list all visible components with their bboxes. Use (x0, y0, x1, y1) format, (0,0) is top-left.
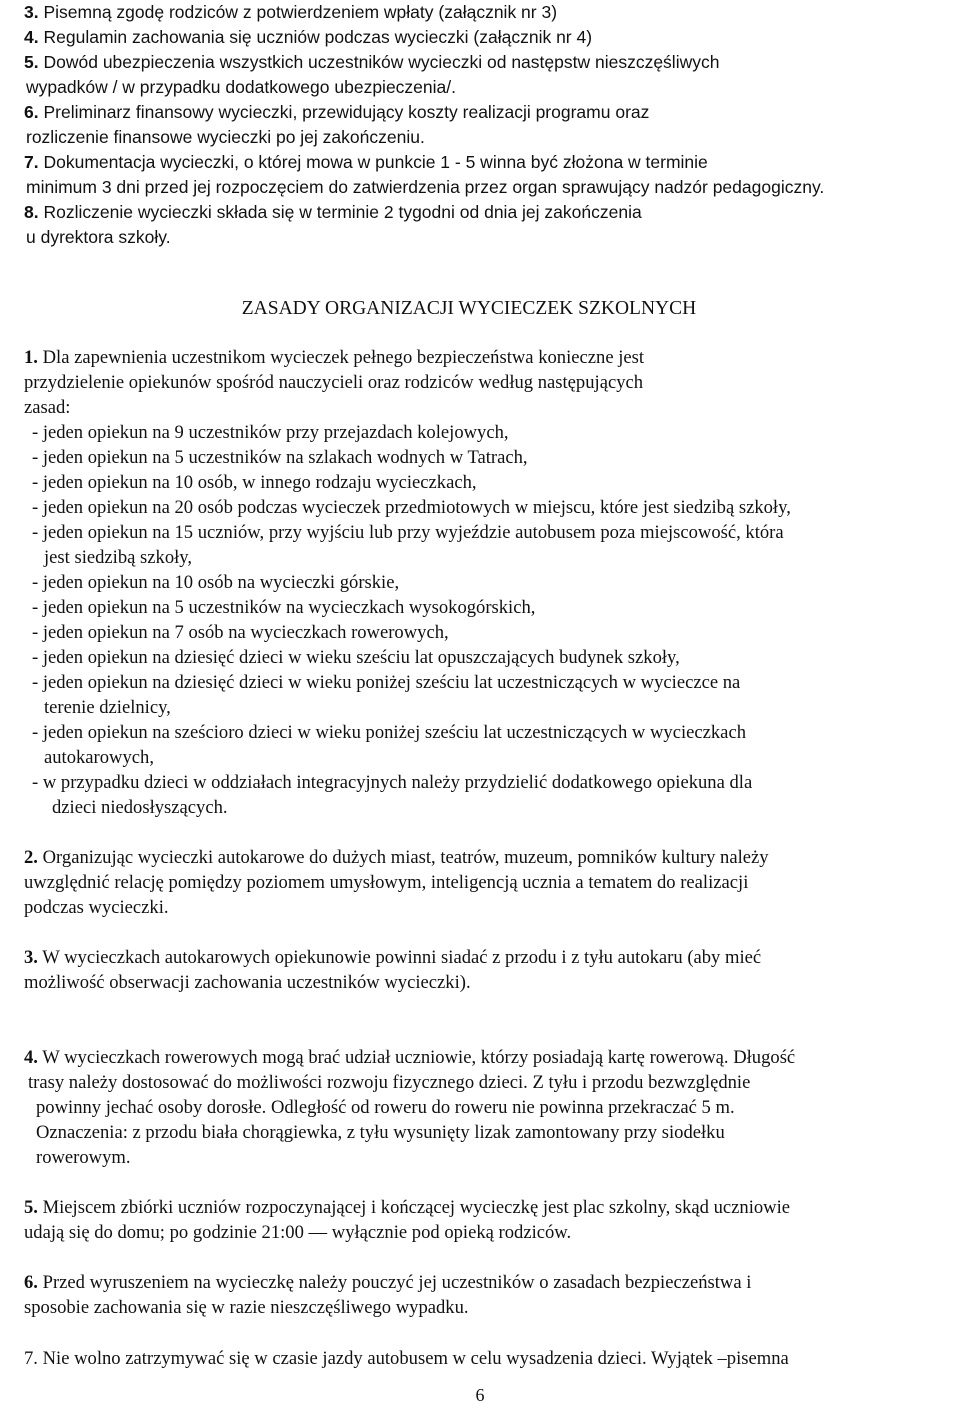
rule-6: 6. Przed wyruszeniem na wycieczkę należy pouczyć jej uczestników o zasadach bezpieczeństwa i sposobie zachowania się w razie nieszczęśliwego wypadku. (24, 1272, 752, 1318)
list-item-continuation: minimum 3 dni przed jej rozpoczęciem do zatwierdzenia przez organ sprawujący nadzór pedagogiczny. (26, 177, 825, 197)
list-item-continuation: wypadków / w przypadku dodatkowego ubezpieczenia/. (26, 77, 456, 97)
list-item-continuation: jest siedzibą szkoły, (44, 547, 193, 568)
rule-4: 4. W wycieczkach rowerowych mogą brać udział uczniowie, którzy posiadają kartę rowerową. Długość trasy należy dostosować do możliwości rozwoju fizycznego dzieci. Z tyłu i przodu bezwzględnie powinny jechać osoby dorosłe. Odległość od roweru do roweru nie powinna przekraczać 5 m. Oznaczenia: z przodu biała chorągiewka, z tyłu wysunięty lizak zamontowany przy siodełku rowerowym. (24, 1047, 796, 1168)
list-item: 4. Regulamin zachowania się uczniów podczas wycieczki (załącznik nr 4) (24, 27, 593, 47)
list-item: - jeden opiekun na 10 osób, w innego rodzaju wycieczkach, (32, 472, 477, 493)
list-item-continuation: dzieci niedosłyszących. (52, 797, 228, 818)
list-item: 5. Dowód ubezpieczenia wszystkich uczestników wycieczki od następstw nieszczęśliwych (24, 52, 720, 72)
rule-7: 7. Nie wolno zatrzymywać się w czasie jazdy autobusem w celu wysadzenia dzieci. Wyjątek –pisemna (24, 1348, 789, 1369)
rule-3: 3. W wycieczkach autokarowych opiekunowie powinni siadać z przodu i z tyłu autokaru (aby mieć możliwość obserwacji zachowania uczestników wycieczki). (24, 947, 762, 993)
list-item: 8. Rozliczenie wycieczki składa się w terminie 2 tygodni od dnia jej zakończenia (24, 202, 642, 222)
list-item: - jeden opiekun na 5 uczestników na wycieczkach wysokogórskich, (32, 597, 536, 618)
list-item-continuation: terenie dzielnicy, (44, 697, 171, 718)
top-list (24, 0, 954, 250)
rule-5: 5. Miejscem zbiórki uczniów rozpoczynającej i kończącej wycieczkę jest plac szkolny, skąd uczniowie udają się do domu; po godzinie 21:00 — wyłącznie pod opieką rodziców. (24, 1197, 790, 1243)
section-heading: ZASADY ORGANIZACJI WYCIECZEK SZKOLNYCH (241, 298, 697, 319)
list-item-continuation: autokarowych, (44, 747, 154, 768)
page-number: 6 (475, 1385, 485, 1405)
rule-1: 1. Dla zapewnienia uczestnikom wycieczek pełnego bezpieczeństwa konieczne jest przydzielenie opiekunów spośród nauczycieli oraz rodziców według następujących zasad: - jeden opiekun na 9 uczestników przy przejazdach kolejowych, - jeden opiekun na 5 uczestników na szlakach wodnych w Tatrach, - jeden opiekun na 10 osób, w innego rodzaju wycieczkach, - jeden opiekun na 20 osób podczas wycieczek przedmiotowych w miejscu, które jest siedzibą szkoły, - jeden opiekun na 15 uczniów, przy wyjściu lub przy wyjeździe autobusem poza miejscowość, która jest siedzibą szkoły, - jeden opiekun na 10 osób na wycieczki górskie, - jeden opiekun na 5 uczestników na wycieczkach wysokogórskich, - jeden opiekun na 7 osób na wycieczkach rowerowych, - jeden opiekun na dziesięć dzieci w wieku sześciu lat opuszczających budynek szkoły, - jeden opiekun na dziesięć dzieci w wieku poniżej sześciu lat uczestniczących w wycieczce na terenie dzielnicy, - jeden opiekun na sześcioro dzieci w wieku poniżej sześciu lat uczestniczących w wycieczkach autokarowych, - w przypadku dzieci w oddziałach integracyjnych należy przydzielić dodatkowego opiekuna dla dzieci niedosłyszących. (24, 345, 954, 820)
rule-2: 2. Organizując wycieczki autokarowe do dużych miast, teatrów, muzeum, pomników kultury należy uwzględnić relację pomiędzy poziomem umysłowym, inteligencją ucznia a tematem do realizacji podczas wycieczki. (24, 847, 769, 918)
list-item: 6. Preliminarz finansowy wycieczki, przewidujący koszty realizacji programu oraz (24, 102, 650, 122)
list-item: - jeden opiekun na 9 uczestników przy przejazdach kolejowych, (32, 422, 509, 443)
list-item: - jeden opiekun na 5 uczestników na szlakach wodnych w Tatrach, (32, 447, 528, 468)
list-item: - jeden opiekun na dziesięć dzieci w wieku sześciu lat opuszczających budynek szkoły, (32, 647, 680, 668)
list-item: 3. Pisemną zgodę rodziców z potwierdzeniem wpłaty (załącznik nr 3) (24, 2, 558, 22)
list-item: - jeden opiekun na 20 osób podczas wycieczek przedmiotowych w miejscu, które jest siedzibą szkoły, (32, 497, 791, 518)
list-item: - jeden opiekun na 15 uczniów, przy wyjściu lub przy wyjeździe autobusem poza miejscowość, która (32, 522, 784, 543)
list-item: - jeden opiekun na sześcioro dzieci w wieku poniżej sześciu lat uczestniczących w wycieczkach (32, 722, 746, 743)
list-item: - jeden opiekun na dziesięć dzieci w wieku poniżej sześciu lat uczestniczących w wycieczce na (32, 672, 741, 693)
list-item: - jeden opiekun na 7 osób na wycieczkach rowerowych, (32, 622, 449, 643)
list-item: 7. Dokumentacja wycieczki, o której mowa w punkcie 1 - 5 winna być złożona w terminie (24, 152, 708, 172)
list-item-continuation: u dyrektora szkoły. (26, 227, 171, 247)
list-item-continuation: rozliczenie finansowe wycieczki po jej zakończeniu. (26, 127, 425, 147)
list-item: - w przypadku dzieci w oddziałach integracyjnych należy przydzielić dodatkowego opiekuna dla (32, 772, 753, 793)
list-item: - jeden opiekun na 10 osób na wycieczki górskie, (32, 572, 400, 593)
